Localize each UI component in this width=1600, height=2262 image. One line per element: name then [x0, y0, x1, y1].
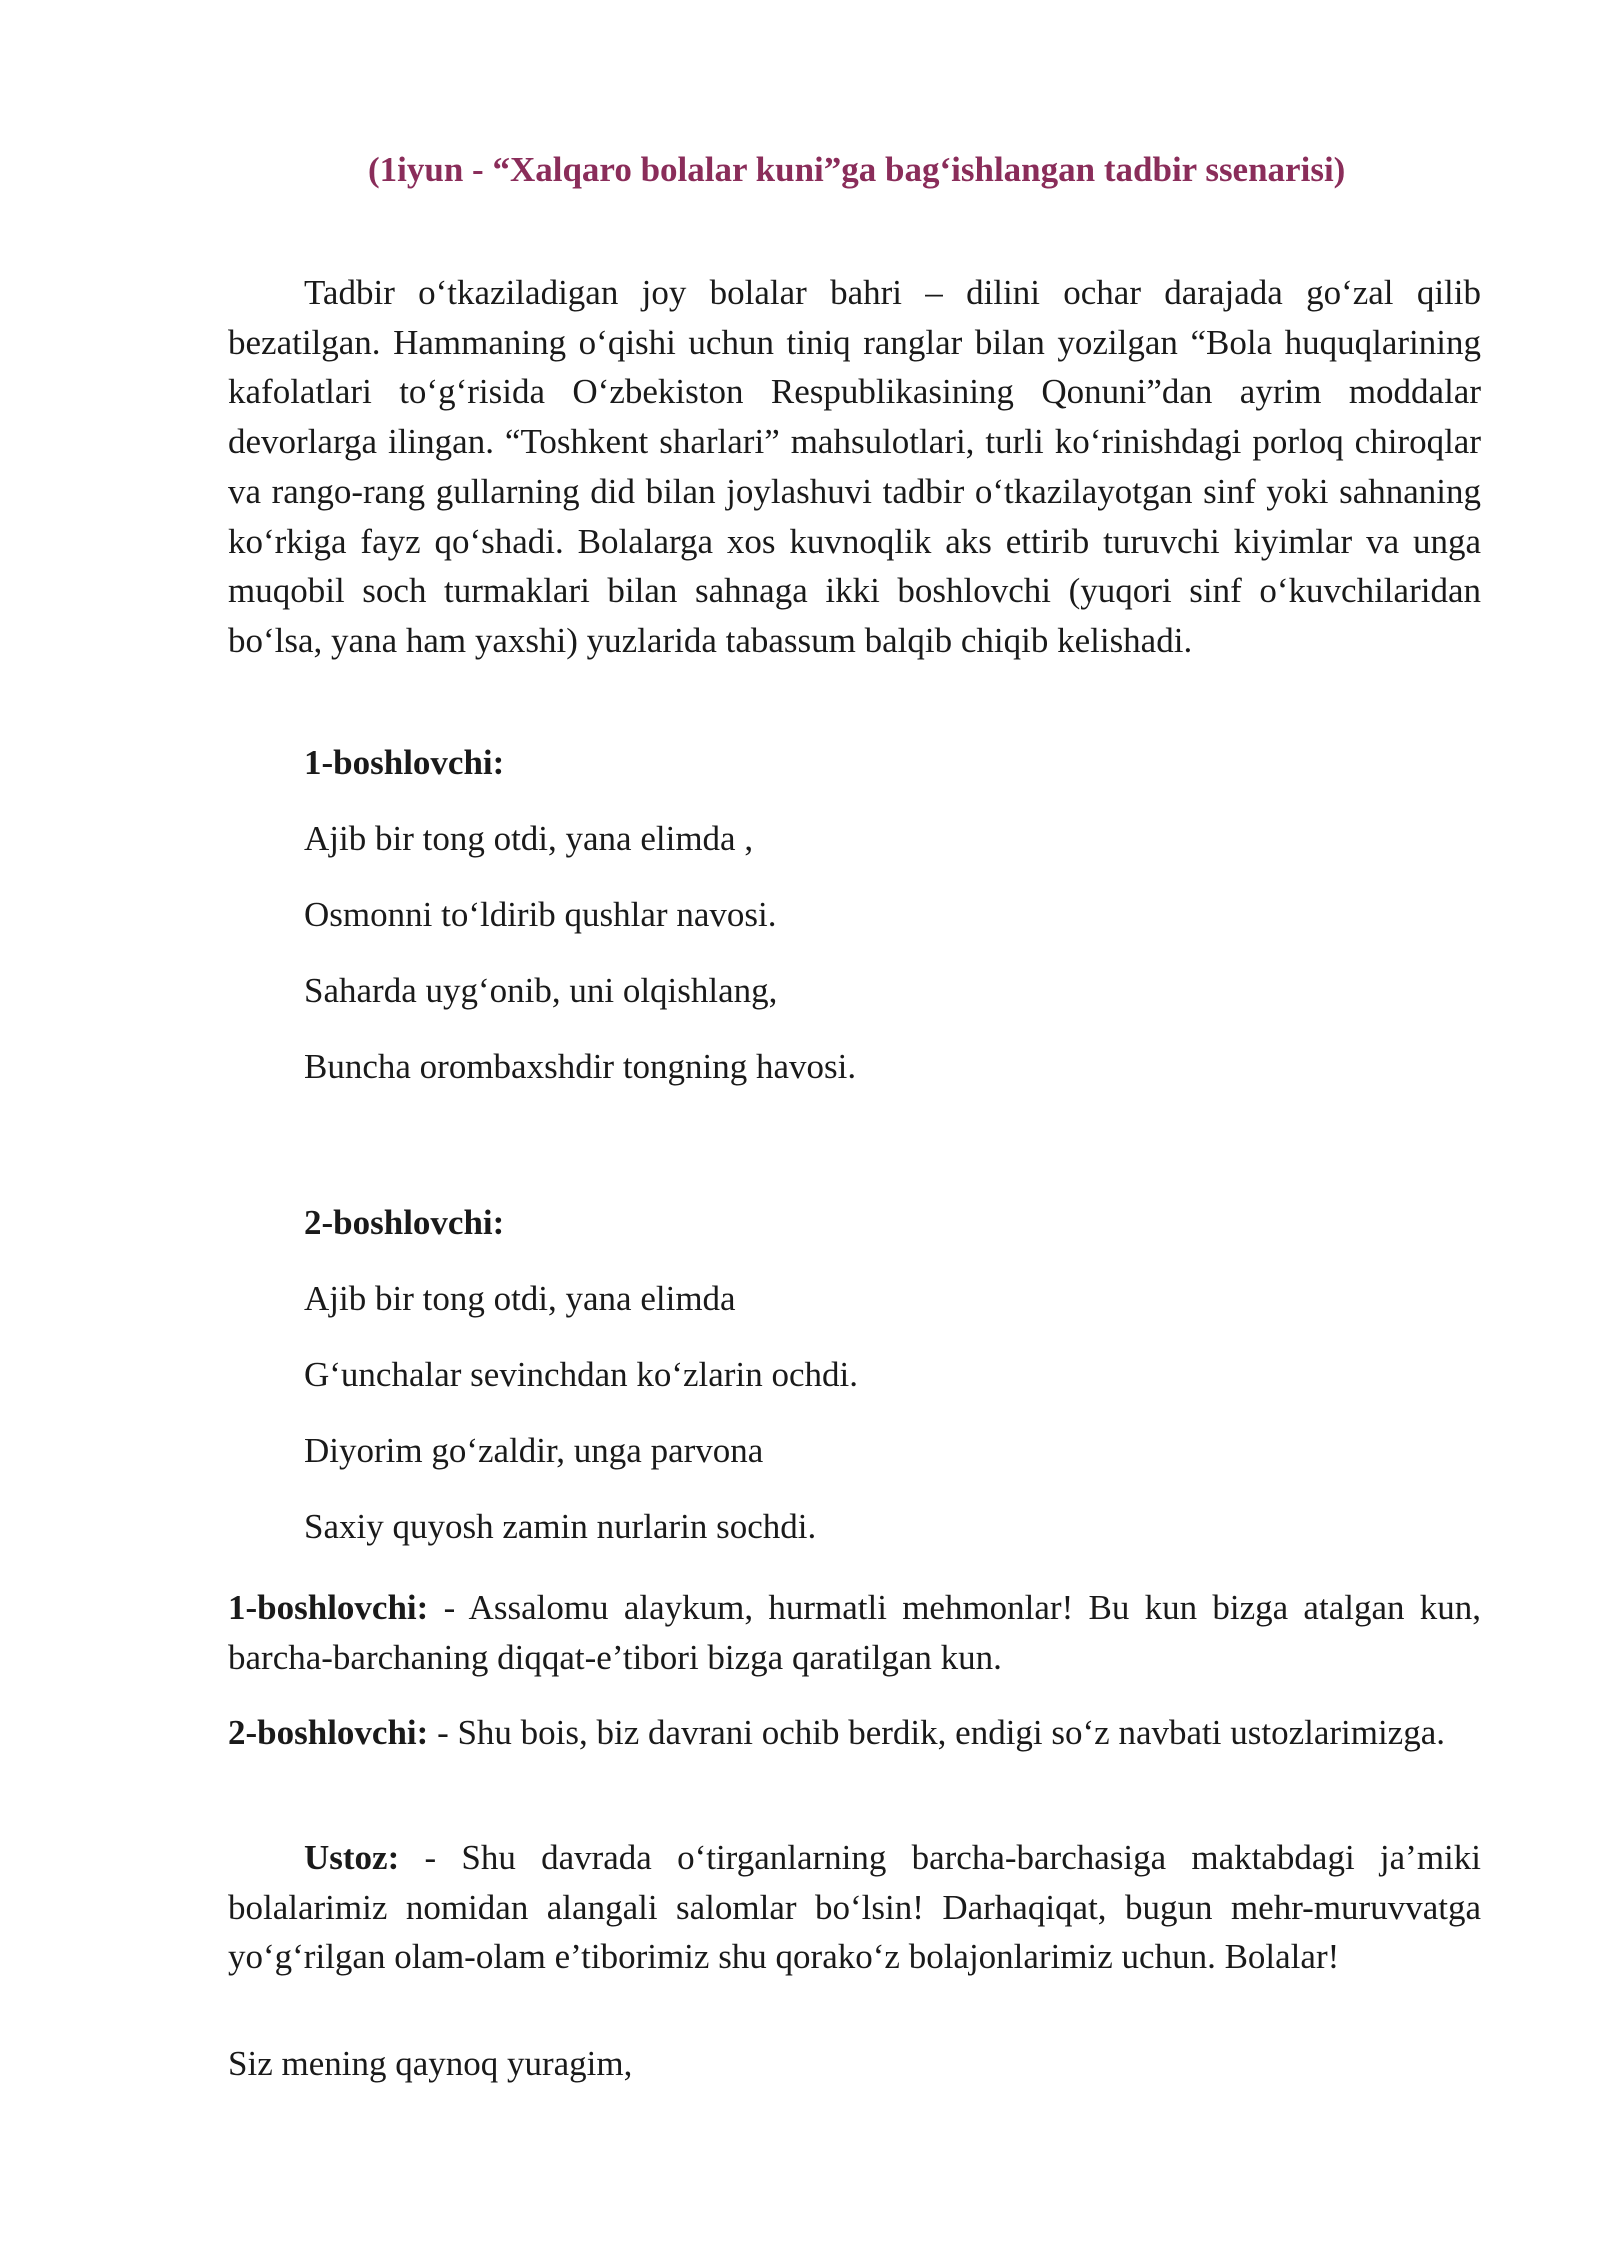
- verse2-line: Ajib bir tong otdi, yana elimda: [304, 1279, 736, 1318]
- dialogue-paragraph: [228, 1583, 1481, 1682]
- verse2-line: Saxiy quyosh zamin nurlarin sochdi.: [304, 1507, 817, 1546]
- document-title: (1iyun - “Xalqaro bolalar kuni”ga bag‘ishlangan tadbir ssenarisi): [368, 150, 1346, 189]
- verse2-line: Diyorim go‘zaldir, unga parvona: [304, 1431, 764, 1470]
- verse1-line: Saharda uyg‘onib, uni olqishlang,: [304, 971, 778, 1010]
- dialogue-text: - Shu bois, biz davrani ochib berdik, endigi so‘z navbati ustozlarimizga.: [428, 1713, 1446, 1752]
- dialogue-speaker: Ustoz:: [304, 1838, 400, 1877]
- dialogue-paragraph: [228, 1833, 1481, 1982]
- dialogue-text: - Assalomu alaykum, hurmatli mehmonlar! Bu kun bizga atalgan kun, barcha-barchaning diqqat-e’tibori bizga qaratilgan kun.: [228, 1588, 1481, 1677]
- verse1-line: Osmonni to‘ldirib qushlar navosi.: [304, 895, 777, 934]
- dialogue-speaker: 1-boshlovchi:: [228, 1588, 429, 1627]
- last-line: Siz mening qaynoq yuragim,: [228, 2044, 633, 2083]
- verse2-speaker: 2-boshlovchi:: [304, 1203, 505, 1242]
- dialogue-speaker: 2-boshlovchi:: [228, 1713, 429, 1752]
- dialogue-paragraph: [228, 1708, 1481, 1758]
- intro-paragraph: Tadbir o‘tkaziladigan joy bolalar bahri – dilini ochar darajada go‘zal qilib bezatilgan. Hammaning o‘qishi uchun tiniq ranglar bilan yozilgan “Bola huquqlarining kafolatlari to‘g‘risida O‘zbekiston Respublikasining Qonuni”dan ayrim moddalar devorlarga ilingan. “Toshkent sharlari” mahsulotlari, turli ko‘rinishdagi porloq chiroqlar va rango-rang gullarning did bilan joylashuvi tadbir o‘tkazilayotgan sinf yoki sahnaning ko‘rkiga fayz qo‘shadi. Bolalarga xos kuvnoqlik aks ettirib turuvchi kiyimlar va unga muqobil soch turmaklari bilan sahnaga ikki boshlovchi (yuqori sinf o‘kuvchilaridan bo‘lsa, yana ham yaxshi) yuzlarida tabassum balqib chiqib kelishadi.: [228, 273, 1481, 660]
- dialogue-text: - Shu davrada o‘tirganlarning barcha-barchasiga maktabdagi ja’miki bolalarimiz nomidan alangali salomlar bo‘lsin! Darhaqiqat, bugun mehr-muruvvatga yo‘g‘rilgan olam-olam e’tiborimiz shu qorako‘z bolajonlarimiz uchun. Bolalar!: [228, 1838, 1481, 1976]
- verse1-speaker: 1-boshlovchi:: [304, 743, 505, 782]
- verse1-line: Ajib bir tong otdi, yana elimda ,: [304, 819, 754, 858]
- verse1-line: Buncha orombaxshdir tongning havosi.: [304, 1047, 857, 1086]
- verse2-line: G‘unchalar sevinchdan ko‘zlarin ochdi.: [304, 1355, 858, 1394]
